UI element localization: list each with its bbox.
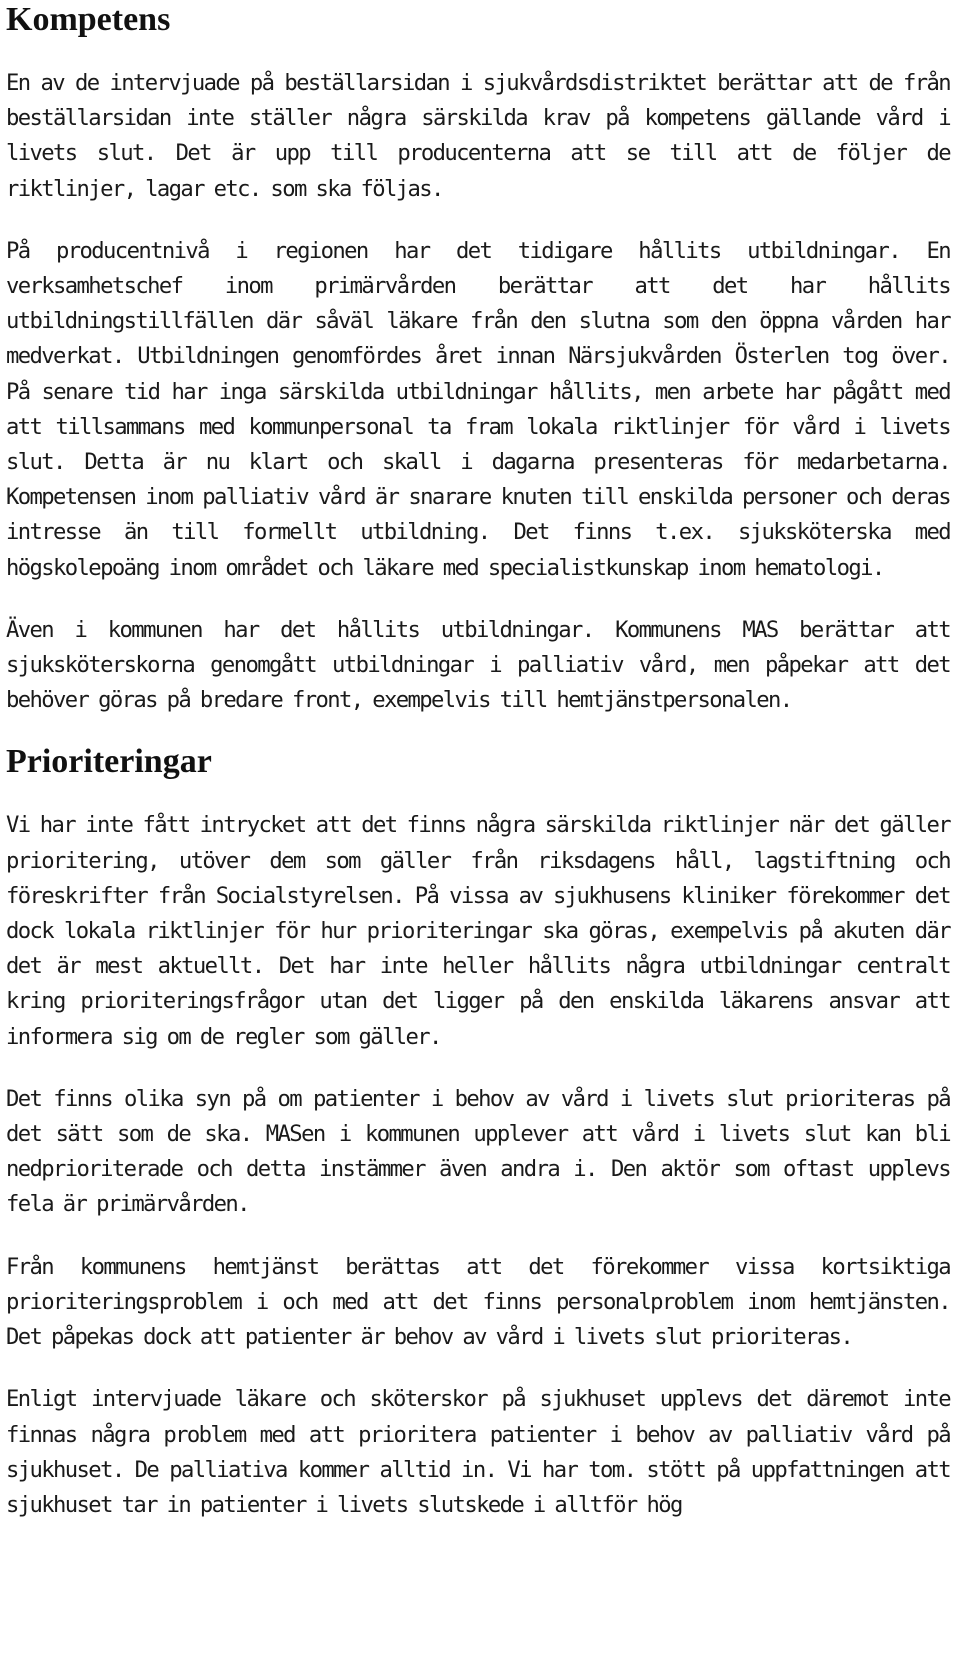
paragraph: Enligt intervjuade läkare och sköterskor på sjukhuset upplevs det däremot inte finnas några problem med att prioritera patienter i behov av palliativ vård på sjukhuset. De palliativa kommer alltid in. Vi har tom. stött på uppfattningen att sjukhuset tar in patienter i livets slutskede i alltför hög — [6, 1386, 950, 1518]
spacer — [6, 782, 950, 808]
paragraph: En av de intervjuade på beställarsidan i sjukvårdsdistriktet berättar att de från beställarsidan inte ställer några särskilda krav på kompetens gällande vård i livets slut. Det är upp till producenterna att se till att de följer de riktlinjer, lagar etc. som ska följas. — [6, 70, 950, 202]
spacer — [6, 1223, 950, 1250]
paragraph: Vi har inte fått intrycket att det finns några särskilda riktlinjer när det gäller prioritering, utöver dem som gäller från riksdagens håll, lagstiftning och föreskrifter från Socialstyrelsen. På vissa av sjukhusens kliniker förekommer det dock lokala riktlinjer för hur prioriteringar ska göras, exempelvis på akuten där det är mest aktuellt. Det har inte heller hållits några utbildningar centralt kring prioriteringsfrågor utan det ligger på den enskilda läkarens ansvar att informera sig om de regler som gäller. — [6, 812, 950, 1050]
spacer — [6, 1055, 950, 1082]
paragraph: Det finns olika syn på om patienter i behov av vård i livets slut prioriteras på det sätt som de ska. MASen i kommunen upplever att vård i livets slut kan bli nedprioriterade och detta instämmer även andra i. Den aktör som oftast upplevs fela är primärvården. — [6, 1085, 950, 1218]
spacer — [6, 1355, 950, 1382]
paragraph: På producentnivå i regionen har det tidigare hållits utbildningar. En verksamhetschef inom primärvården berättar att det har hållits utbildningstillfällen där såväl läkare från den slutna som den öppna vården har medverkat. Utbildningen genomfördes året innan Närsjukvården Österlen tog över. På senare tid har inga särskilda utbildningar hållits, men arbete har pågått med att tillsammans med kommunpersonal ta fram lokala riktlinjer för vård i livets slut. Detta är nu klart och skall i dagarna presenteras för medarbetarna. Kompetensen inom palliativ vård är snarare knuten till enskilda personer och deras intresse än till formellt utbildning. Det finns t.ex. sjuksköterska med högskolepoäng inom området och läkare med specialistkunskap inom hematologi. — [6, 237, 950, 581]
spacer — [6, 207, 950, 234]
section-heading-kompetens: Kompetens — [6, 1, 171, 38]
spacer — [6, 586, 950, 613]
paragraph: Från kommunens hemtjänst berättas att det förekommer vissa kortsiktiga prioriteringsproblem i och med att det finns personalproblem inom hemtjänsten. Det påpekas dock att patienter är behov av vård i livets slut prioriteras. — [6, 1253, 950, 1351]
section-heading-prioriteringar: Prioriteringar — [6, 743, 212, 781]
paragraph: Även i kommunen har det hållits utbildningar. Kommunens MAS berättar att sjuksköterskorna genomgått utbildningar i palliativ vård, men påpekar att det behöver göras på bredare front, exempelvis till hemtjänstpersonalen. — [6, 616, 950, 714]
spacer — [6, 40, 950, 66]
